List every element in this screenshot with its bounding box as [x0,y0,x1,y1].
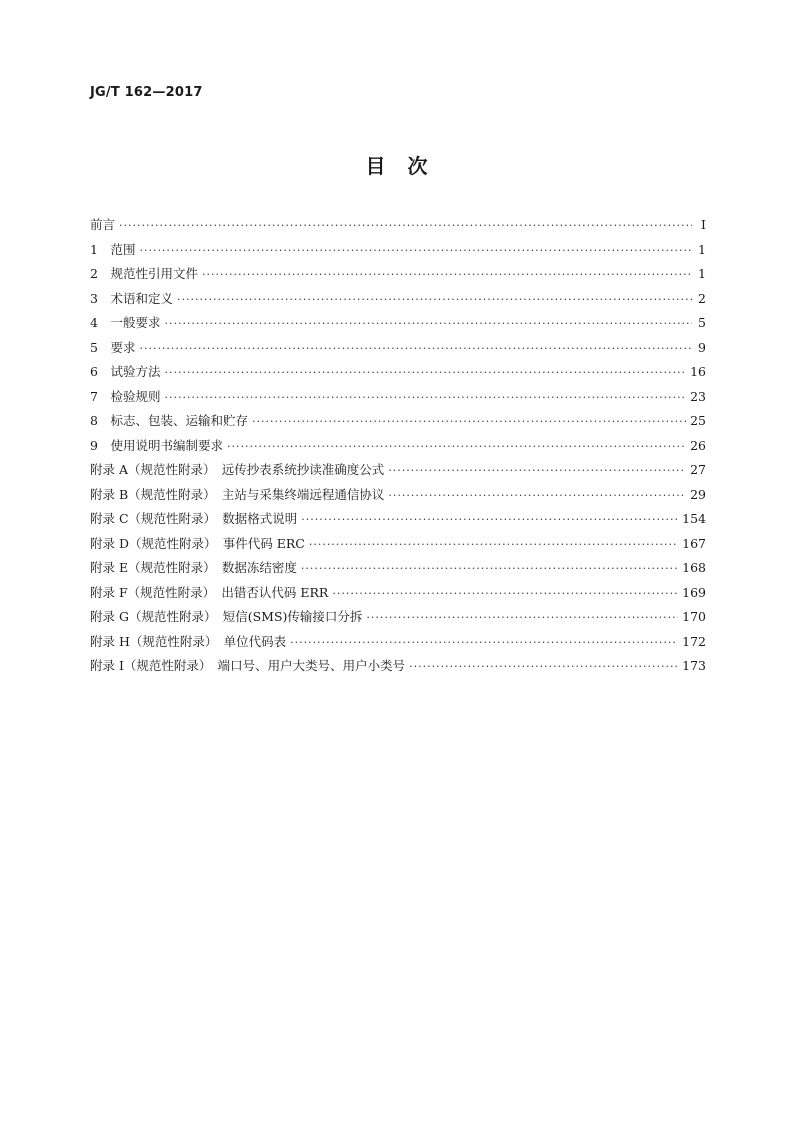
toc-entry-label: 6 试验方法 [90,364,161,379]
toc-entry-annex-b[interactable] [90,485,706,510]
toc-entry-annex-c[interactable] [90,509,706,534]
dot-leader [119,219,692,232]
toc-entry-label: 附录 E（规范性附录） 数据冻结密度 [90,560,297,575]
toc-entry-label: 1 范围 [90,241,136,257]
dot-leader [309,538,678,551]
toc-entry-foreword[interactable] [90,215,706,240]
toc-entry-annex-a[interactable] [90,460,706,485]
toc-entry-page: 173 [682,658,706,673]
toc-entry-label: 附录 F（规范性附录） 出错否认代码 ERR [90,584,329,600]
toc-entry-page: 170 [682,609,706,624]
toc-entry-requirements[interactable] [90,338,706,363]
toc-entry-annex-h[interactable] [90,632,706,657]
toc-entry-page: 172 [682,633,706,649]
dot-leader [332,587,678,600]
toc-entry-page: 2 [698,290,706,306]
toc-entry-label: 前言 [90,217,116,232]
toc-entry-test-methods[interactable] [90,362,706,387]
dot-leader [409,660,678,673]
toc-entry-page: 5 [698,315,706,330]
toc-entry-label: 3 术语和定义 [90,290,173,306]
dot-leader [164,317,692,330]
toc-entry-label: 附录 B（规范性附录） 主站与采集终端远程通信协议 [90,486,385,502]
toc-entry-normative-references[interactable] [90,264,706,289]
dot-leader [366,611,678,624]
toc-entry-label: 4 一般要求 [90,315,161,330]
toc-entry-label: 附录 C（规范性附录） 数据格式说明 [90,511,298,526]
toc-entry-label: 附录 I（规范性附录） 端口号、用户大类号、用户小类号 [90,658,406,673]
toc-entry-label: 8 标志、包装、运输和贮存 [90,413,248,428]
toc-entry-label: 5 要求 [90,339,136,355]
table-of-contents [90,215,706,681]
dot-leader [290,636,678,649]
standard-code: JG/T 162—2017 [90,85,203,100]
dot-leader [252,415,686,428]
toc-entry-page: 9 [698,339,706,355]
toc-title: 目 次 [365,154,429,178]
toc-entry-page: 1 [698,241,706,257]
toc-entry-page: Ⅰ [701,217,706,232]
dot-leader [177,293,692,306]
toc-entry-page: 26 [690,437,706,453]
toc-entry-inspection-rules[interactable] [90,387,706,412]
toc-entry-page: 168 [682,560,706,575]
toc-entry-page: 16 [690,364,706,379]
dot-leader [164,391,686,404]
toc-entry-label: 9 使用说明书编制要求 [90,437,223,453]
toc-entry-scope[interactable] [90,240,706,265]
toc-entry-marking-packaging[interactable] [90,411,706,436]
dot-leader [139,244,692,257]
toc-entry-page: 25 [690,413,706,428]
toc-entry-annex-f[interactable] [90,583,706,608]
toc-entry-annex-e[interactable] [90,558,706,583]
dot-leader [301,562,678,575]
toc-entry-annex-g[interactable] [90,607,706,632]
toc-entry-general-requirements[interactable] [90,313,706,338]
toc-entry-page: 27 [690,462,706,477]
toc-entry-label: 附录 D（规范性附录） 事件代码 ERC [90,535,305,551]
toc-entry-page: 23 [690,388,706,404]
toc-entry-label: 附录 H（规范性附录） 单位代码表 [90,633,287,649]
dot-leader [139,342,692,355]
dot-leader [301,513,678,526]
toc-entry-page: 29 [690,486,706,502]
toc-entry-annex-i[interactable] [90,656,706,681]
dot-leader [388,464,686,477]
toc-entry-page: 169 [682,584,706,600]
toc-entry-label: 附录 G（规范性附录） 短信(SMS)传输接口分拆 [90,609,363,624]
toc-entry-page: 1 [698,266,706,281]
dot-leader [202,268,692,281]
toc-entry-label: 2 规范性引用文件 [90,266,198,281]
toc-entry-annex-d[interactable] [90,534,706,559]
toc-entry-label: 附录 A（规范性附录） 远传抄表系统抄读准确度公式 [90,462,385,477]
toc-entry-page: 154 [682,511,706,526]
dot-leader [227,440,686,453]
toc-entry-terms[interactable] [90,289,706,314]
toc-entry-page: 167 [682,535,706,551]
dot-leader [388,489,686,502]
dot-leader [164,366,686,379]
toc-entry-manual-requirements[interactable] [90,436,706,461]
toc-entry-label: 7 检验规则 [90,388,161,404]
